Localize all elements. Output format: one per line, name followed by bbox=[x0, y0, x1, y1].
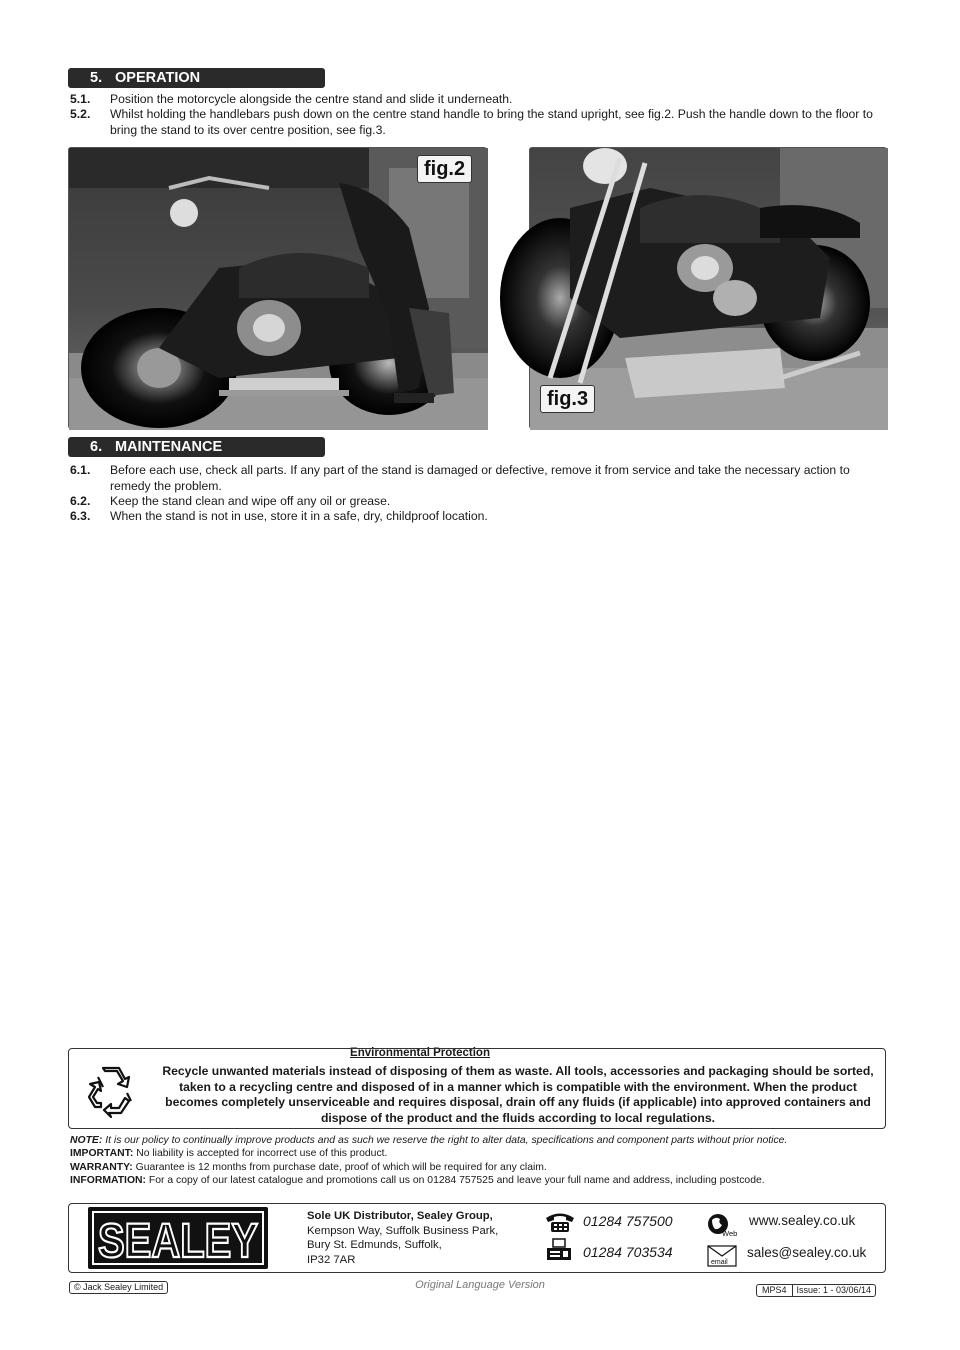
phone-number: 01284 757500 bbox=[583, 1213, 673, 1229]
warranty-label: WARRANTY: bbox=[70, 1162, 133, 1173]
web-globe-icon bbox=[706, 1212, 740, 1238]
contact-box bbox=[68, 1203, 886, 1273]
important-line bbox=[70, 1147, 387, 1160]
fax-icon bbox=[545, 1238, 573, 1262]
item-number: 5.2. bbox=[70, 107, 91, 121]
address-line: Kempson Way, Suffolk Business Park, bbox=[307, 1224, 499, 1237]
logo-text: SEALEY bbox=[98, 1215, 258, 1268]
email-envelope-icon bbox=[707, 1245, 737, 1267]
website-link[interactable]: www.sealey.co.uk bbox=[749, 1213, 856, 1228]
section-title: OPERATION bbox=[115, 70, 201, 86]
address-line: IP32 7AR bbox=[307, 1253, 356, 1266]
item-text: Keep the stand clean and wipe off any oil or grease. bbox=[110, 494, 391, 508]
figure-label: fig.3 bbox=[540, 385, 595, 413]
email-label: email bbox=[711, 1259, 728, 1266]
important-text: No liability is accepted for incorrect use of this product. bbox=[136, 1148, 388, 1159]
recycle-icon bbox=[83, 1063, 139, 1119]
note-text: It is our policy to continually improve products and as such we reserve the right to alter data, specifications and component parts without prior notice. bbox=[105, 1135, 788, 1146]
figure-label: fig.2 bbox=[417, 155, 472, 183]
web-label: Web bbox=[722, 1229, 738, 1238]
copyright-badge: © Jack Sealey Limited bbox=[69, 1281, 168, 1294]
information-line bbox=[70, 1174, 765, 1187]
section-number: 6. bbox=[90, 439, 103, 455]
address bbox=[307, 1209, 498, 1267]
email-link[interactable]: sales@sealey.co.uk bbox=[747, 1245, 867, 1260]
language-version: Original Language Version bbox=[415, 1279, 545, 1291]
item-number: 5.1. bbox=[70, 92, 91, 106]
fax-number: 01284 703534 bbox=[583, 1244, 673, 1260]
note-line bbox=[70, 1134, 787, 1147]
figure-3-photo bbox=[529, 147, 887, 429]
important-label: IMPORTANT: bbox=[70, 1148, 134, 1159]
item-text: When the stand is not in use, store it in a safe, dry, childproof location. bbox=[110, 509, 488, 523]
item-text: Whilst holding the handlebars push down on the centre stand handle to bring the stand upright, see fig.2. Push the handle down to the floor to bring the stand to its over centre position, see fig.3. bbox=[110, 107, 873, 137]
note-label: NOTE: bbox=[70, 1135, 103, 1146]
item-number: 6.2. bbox=[70, 494, 91, 508]
item-text: Position the motorcycle alongside the centre stand and slide it underneath. bbox=[110, 92, 513, 106]
section-number: 5. bbox=[90, 70, 103, 86]
section-heading-maintenance bbox=[68, 437, 325, 457]
distributor-name: Sole UK Distributor, Sealey Group, bbox=[307, 1210, 493, 1222]
item-number: 6.1. bbox=[70, 463, 91, 477]
issue-date: Issue: 1 - 03/06/14 bbox=[796, 1285, 872, 1295]
sealey-logo-mark bbox=[88, 1207, 268, 1269]
information-text: For a copy of our latest catalogue and promotions call us on 01284 757525 and leave your full name and address, including postcode. bbox=[148, 1175, 765, 1186]
figure-2-photo bbox=[68, 147, 487, 429]
environment-text: Recycle unwanted materials instead of disposing of them as waste. All tools, accessories and packaging should be sorted, taken to a recycling centre and disposed of in a manner which is compatible with the environment. When the product becomes completely unserviceable and requires disposal, drain off any fluids (if applicable) into approved containers and dispose of the product and the fluids according to local regulations. bbox=[162, 1064, 874, 1125]
sealey-logo bbox=[88, 1207, 268, 1269]
section-heading-operation bbox=[68, 68, 325, 88]
information-label: INFORMATION: bbox=[70, 1175, 146, 1186]
environment-title: Environmental Protection bbox=[350, 1047, 490, 1059]
section-title: MAINTENANCE bbox=[115, 439, 223, 455]
warranty-line bbox=[70, 1161, 547, 1174]
model-number: MPS4 bbox=[757, 1285, 793, 1296]
warranty-text: Guarantee is 12 months from purchase date, proof of which will be required for any claim. bbox=[135, 1162, 547, 1173]
environment-box bbox=[68, 1048, 886, 1129]
motorcycle-stand-photo bbox=[69, 148, 488, 430]
document-reference bbox=[756, 1284, 876, 1297]
item-number: 6.3. bbox=[70, 509, 91, 523]
address-line: Bury St. Edmunds, Suffolk, bbox=[307, 1239, 442, 1252]
telephone-icon bbox=[544, 1211, 576, 1233]
item-text: Before each use, check all parts. If any part of the stand is damaged or defective, remove it from service and take the necessary action to remedy the problem. bbox=[110, 463, 850, 493]
